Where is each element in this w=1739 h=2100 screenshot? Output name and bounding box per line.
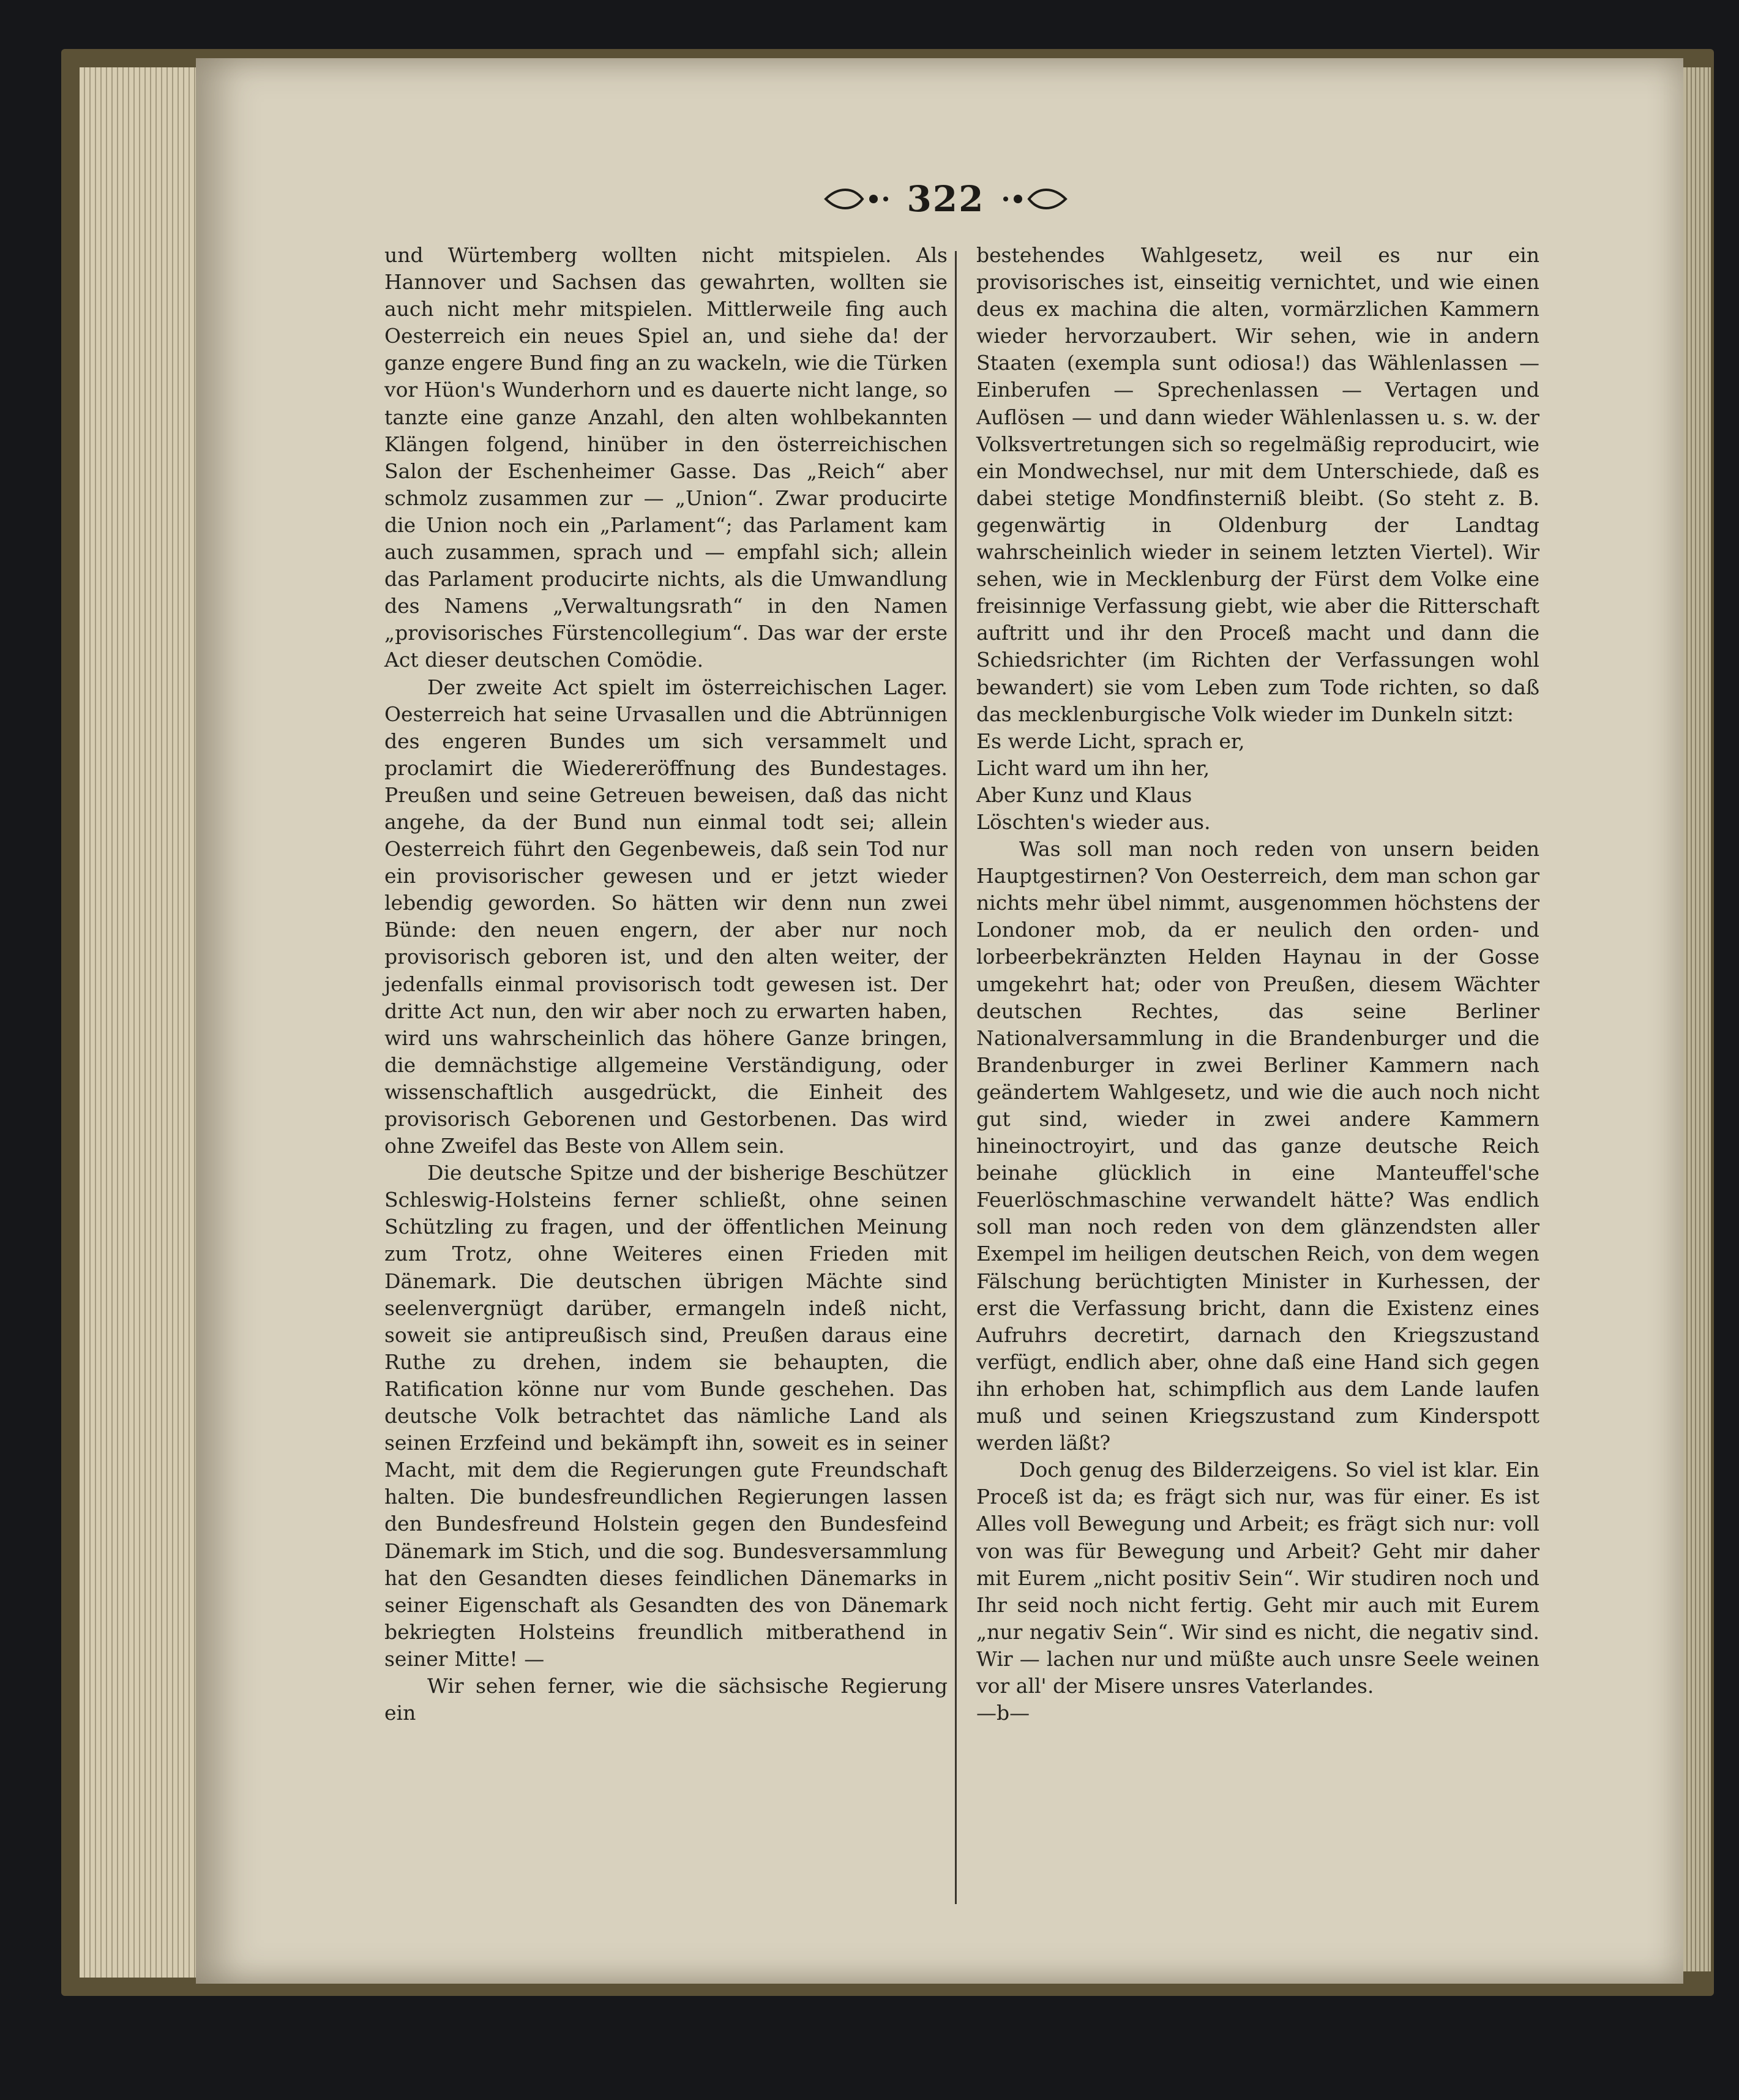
paragraph: Der zweite Act spielt im österreichischen Lager. Oesterreich hat seine Urvasallen und die Abtrünnigen des engeren Bundes um sich versammelt und proclamirt die Wiedereröffnung des Bundestages. Preußen und seine Getreuen beweisen, daß das nicht angehe, da der Bund nun einmal todt sei; allein Oesterreich führt den Gegenbeweis, daß sein Tod nur ein provisorischer gewesen und er jetzt wieder lebendig geworden. So hätten wir denn nun zwei Bünde: den neuen engern, der aber nur noch provisorisch geboren ist, und den alten weiter, der jedenfalls einmal provisorisch todt gewesen ist. Der dritte Act nun, den wir aber noch zu erwarten haben, wird uns wahrscheinlich das höhere Ganze bringen, die demnächstige allgemeine Verständigung, oder wissenschaftlich ausgedrückt, die Einheit des provisorisch Geborenen und Gestorbenen. Das wird ohne Zweifel das Beste von Allem sein. xyxy=(384,675,948,1158)
verse-line: Löschten's wieder aus. xyxy=(976,809,1211,834)
paragraph: Was soll man noch reden von unsern beiden Hauptgestirnen? Von Oesterreich, dem man schon gar nichts mehr übel nimmt, ausgenommen höchstens der Londoner mob, da er neulich den orden- und lorbeerbekränzten Helden Haynau in der Gosse umgekehrt hat; oder von Preußen, diesem Wächter deutschen Rechtes, das seine Berliner Nationalversammlung in die Brandenburger und die Brandenburger in zwei Berliner Kammern nach geändertem Wahlgesetz, und wie die auch noch nicht gut sind, wieder in zwei andere Kammern hineinoctroyirt, und das ganze deutsche Reich beinahe glücklich in eine Manteuffel'sche Feuerlöschmaschine verwandelt hätte? Was endlich soll man noch reden von dem glänzendsten aller Exempel im heiligen deutschen Reich, von dem wegen Fälschung berüchtigten Minister in Kurhessen, der erst die Verfassung bricht, dann die Existenz eines Aufruhrs decretirt, darnach den Kriegszustand verfügt, endlich aber, ohne daß eine Hand sich gegen ihn erhoben hat, schimpflich aus dem Lande laufen muß und seinen Kriegszustand zum Kinderspott werden läßt? xyxy=(976,837,1539,1455)
page-header xyxy=(814,171,1077,227)
verse-line: Licht ward um ihn her, xyxy=(976,756,1210,780)
verse-line: Es werde Licht, sprach er, xyxy=(976,729,1245,753)
left-column xyxy=(384,242,948,1727)
paragraph: und Würtemberg wollten nicht mitspielen. Als Hannover und Sachsen das gewahrten, wollten sie auch nicht mehr mitspielen. Mittlerweile fing auch Oesterreich ein neues Spiel an, und siehe da! der ganze engere Bund fing an zu wackeln, wie die Türken vor Hüon's Wunderhorn und es dauerte nicht lange, so tanzte eine ganze Anzahl, den alten wohlbekannten Klängen folgend, hinüber in den österreichischen Salon der Eschenheimer Gasse. Das „Reich“ aber schmolz zusammen zur — „Union“. Zwar producirte die Union noch ein „Parlament“; das Parlament kam auch zusammen, sprach und — empfahl sich; allein das Parlament producirte nichts, als die Umwandlung des Namens „Verwaltungsrath“ in den Namen „provisorisches Fürstencollegium“. Das war der erste Act dieser deutschen Comödie. xyxy=(384,243,948,672)
paragraph: Wir sehen ferner, wie die sächsische Regierung ein xyxy=(384,1673,948,1725)
page-block-edges xyxy=(80,67,202,1978)
page-number: 322 xyxy=(907,178,985,220)
ornament-right-icon xyxy=(998,184,1072,214)
paragraph: Doch genug des Bilderzeigens. So viel ist klar. Ein Proceß ist da; es frägt sich nur, was für einer. Es ist Alles voll Bewegung und Arbeit; es frägt sich nur: voll von was für Bewegung und Arbeit? Geht mir daher mit Eurem „nicht positiv Sein“. Wir studiren noch und Ihr seid noch nicht fertig. Geht mir auch mit Eurem „nur negativ Sein“. Wir sind es nicht, die negativ sind. Wir — lachen nur und müßte auch unsre Seele weinen vor all' der Misere unsres Vaterlandes. xyxy=(976,1458,1539,1698)
right-page-edges xyxy=(1683,67,1711,1971)
column-divider xyxy=(955,251,957,1904)
author-signature: —b— xyxy=(976,1701,1030,1725)
ornament-left-icon xyxy=(820,184,893,214)
paragraph: bestehendes Wahlgesetz, weil es nur ein provisorisches ist, einseitig vernichtet, und wie einen deus ex machina die alten, vormärzlichen Kammern wieder hervorzaubert. Wir sehen, wie in andern Staaten (exempla sunt odiosa!) das Wählenlassen — Einberufen — Sprechenlassen — Vertagen und Auflösen — und dann wieder Wählenlassen u. s. w. der Volksvertretungen sich so regelmäßig reproducirt, wie ein Mondwechsel, nur mit dem Unterschiede, daß es dabei stetige Mondfinsterniß bleibt. (So steht z. B. gegenwärtig in Oldenburg der Landtag wahrscheinlich wieder in seinem letzten Viertel). Wir sehen, wie in Mecklenburg der Fürst dem Volke eine freisinnige Verfassung giebt, wie aber die Ritterschaft auftritt und ihr den Proceß macht und dann die Schiedsrichter (im Richten der Verfassungen wohl bewandert) sie vom Leben zum Tode richten, so daß das mecklenburgische Volk wieder im Dunkeln sitzt: xyxy=(976,243,1539,726)
paragraph: Die deutsche Spitze und der bisherige Beschützer Schleswig-Holsteins ferner schließt, ohne seinen Schützling zu fragen, und der öffentlichen Meinung zum Trotz, ohne Weiteres einen Frieden mit Dänemark. Die deutschen übrigen Mächte sind seelenvergnügt darüber, ermangeln indeß nicht, soweit sie antipreußisch sind, Preußen daraus eine Ruthe zu drehen, indem sie behaupten, die Ratification könne nur vom Bunde geschehen. Das deutsche Volk betrachtet das nämliche Land als seinen Erzfeind und bekämpft ihn, soweit es in seiner Macht, mit dem die Regierungen gute Freundschaft halten. Die bundesfreundlichen Regierungen lassen den Bundesfreund Holstein gegen den Bundesfeind Dänemark im Stich, und die sog. Bundesversammlung hat den Gesandten dieses feindlichen Dänemarks in seiner Eigenschaft als Gesandten des von Dänemark bekriegten Holsteins freundlich mitberathend in seiner Mitte! — xyxy=(384,1161,948,1671)
right-column xyxy=(976,242,1539,1727)
verse-line: Aber Kunz und Klaus xyxy=(976,782,1192,807)
